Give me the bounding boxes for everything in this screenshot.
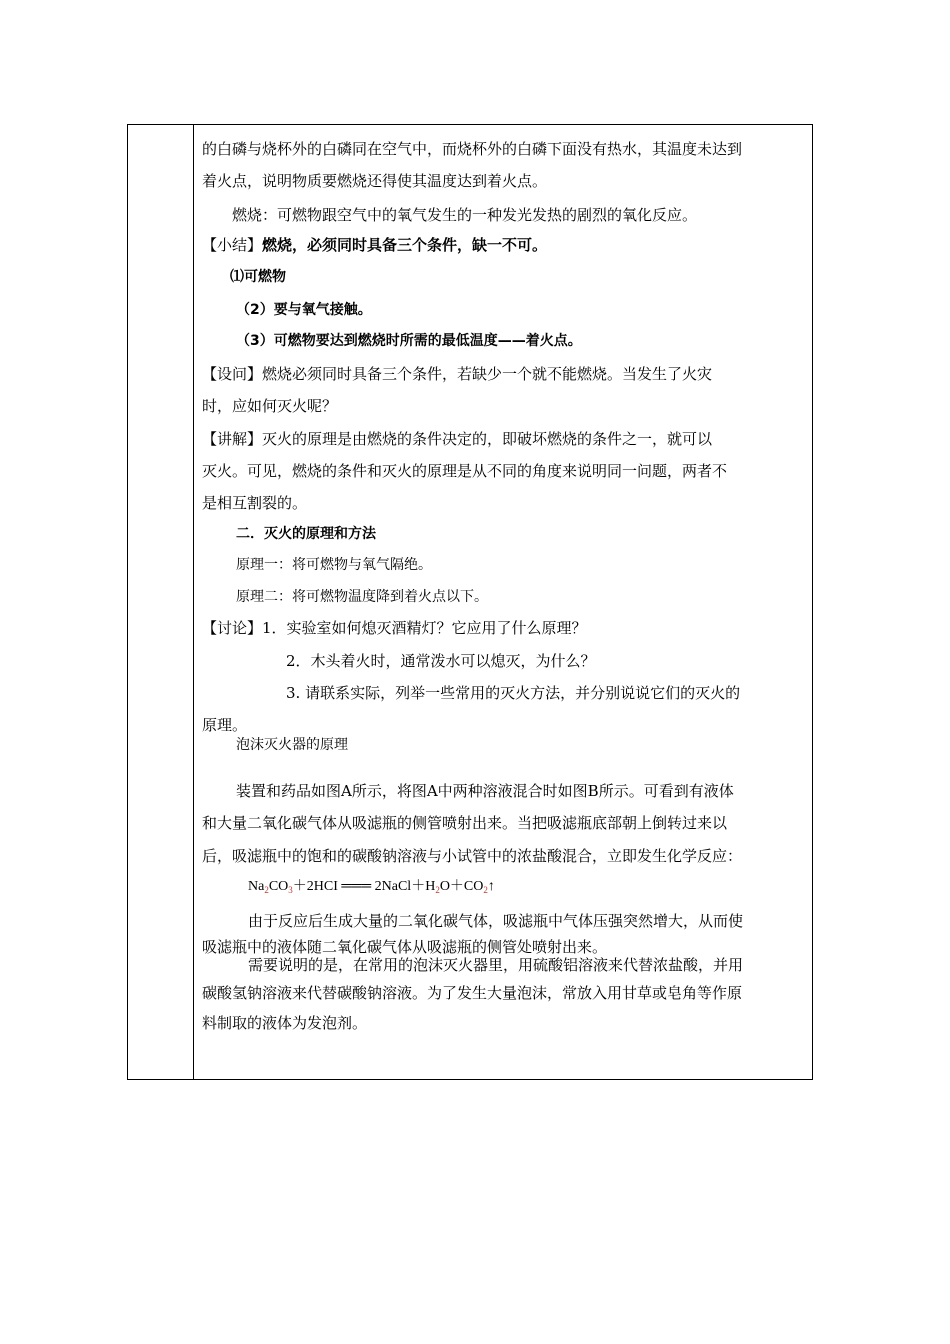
- condition-2: （2）要与氧气接触。: [236, 302, 372, 318]
- text-line: 吸滤瓶中的液体随二氧化碳气体从吸滤瓶的侧管处喷射出来。: [202, 938, 608, 956]
- condition-3: （3）可燃物要达到燃烧时所需的最低温度——着火点。: [236, 333, 582, 349]
- text-line: 的白磷与烧杯外的白磷同在空气中，而烧杯外的白磷下面没有热水，其温度未达到: [202, 140, 743, 158]
- gas-arrow-icon: ↑: [487, 879, 495, 894]
- summary-line: [202, 235, 547, 255]
- text-line: 料制取的液体为发泡剂。: [202, 1014, 368, 1032]
- definition-line: 燃烧：可燃物跟空气中的氧气发生的一种发光发热的剧烈的氧化反应。: [232, 206, 698, 224]
- discussion-line: 2．木头着火时，通常泼水可以熄灭，为什么？: [286, 652, 596, 670]
- section-heading: 二．灭火的原理和方法: [236, 526, 376, 542]
- text-line: 碳酸氢钠溶液来代替碳酸钠溶液。为了发生大量泡沫，常放入用甘草或皂角等作原: [202, 984, 743, 1002]
- principle-2: 原理二：将可燃物温度降到着火点以下。: [236, 589, 488, 605]
- text-line: 需要说明的是，在常用的泡沫灭火器里，用硫酸铝溶液来代替浓盐酸，并用: [248, 956, 744, 974]
- explanation-line: 是相互割裂的。: [202, 494, 308, 512]
- discussion-line: 原理。: [202, 716, 248, 734]
- text-line: 着火点，说明物质要燃烧还得使其温度达到着火点。: [202, 172, 548, 190]
- condition-1: ⑴可燃物: [230, 269, 286, 285]
- content-table: [127, 124, 813, 1080]
- column-divider: [193, 125, 194, 1079]
- text-line: 和大量二氧化碳气体从吸滤瓶的侧管喷射出来。当把吸滤瓶底部朝上倒转过来以: [202, 814, 728, 832]
- summary-tag: 【小结】: [202, 236, 263, 254]
- discussion-line: 3. 请联系实际，列举一些常用的灭火方法，并分别说说它们的灭火的: [286, 684, 741, 702]
- text-line: 由于反应后生成大量的二氧化碳气体，吸滤瓶中气体压强突然增大，从而使: [248, 912, 744, 930]
- question-line: 【设问】燃烧必须同时具备三个条件，若缺少一个就不能燃烧。当发生了火灾: [202, 365, 713, 383]
- chemical-equation: $Na_2CO_3+2HCI$ ═══ $2NaCl+H_2O+CO_2↑$: [248, 879, 495, 895]
- text-line: 后，吸滤瓶中的饱和的碳酸钠溶液与小试管中的浓盐酸混合，立即发生化学反应：: [202, 847, 743, 865]
- explanation-line: 【讲解】灭火的原理是由燃烧的条件决定的，即破坏燃烧的条件之一，就可以: [202, 430, 713, 448]
- principle-1: 原理一：将可燃物与氧气隔绝。: [236, 557, 432, 573]
- discussion-line: 【讨论】1．实验室如何熄灭酒精灯？它应用了什么原理？: [202, 619, 587, 637]
- question-line: 时，应如何灭火呢？: [202, 397, 338, 415]
- subsection-title: 泡沫灭火器的原理: [236, 737, 348, 753]
- text-line: 装置和药品如图A所示，将图A中两种溶液混合时如图B所示。可看到有液体: [236, 782, 734, 800]
- explanation-line: 灭火。可见，燃烧的条件和灭火的原理是从不同的角度来说明同一问题，两者不: [202, 462, 728, 480]
- summary-text: 燃烧，必须同时具备三个条件，缺一不可。: [262, 236, 548, 254]
